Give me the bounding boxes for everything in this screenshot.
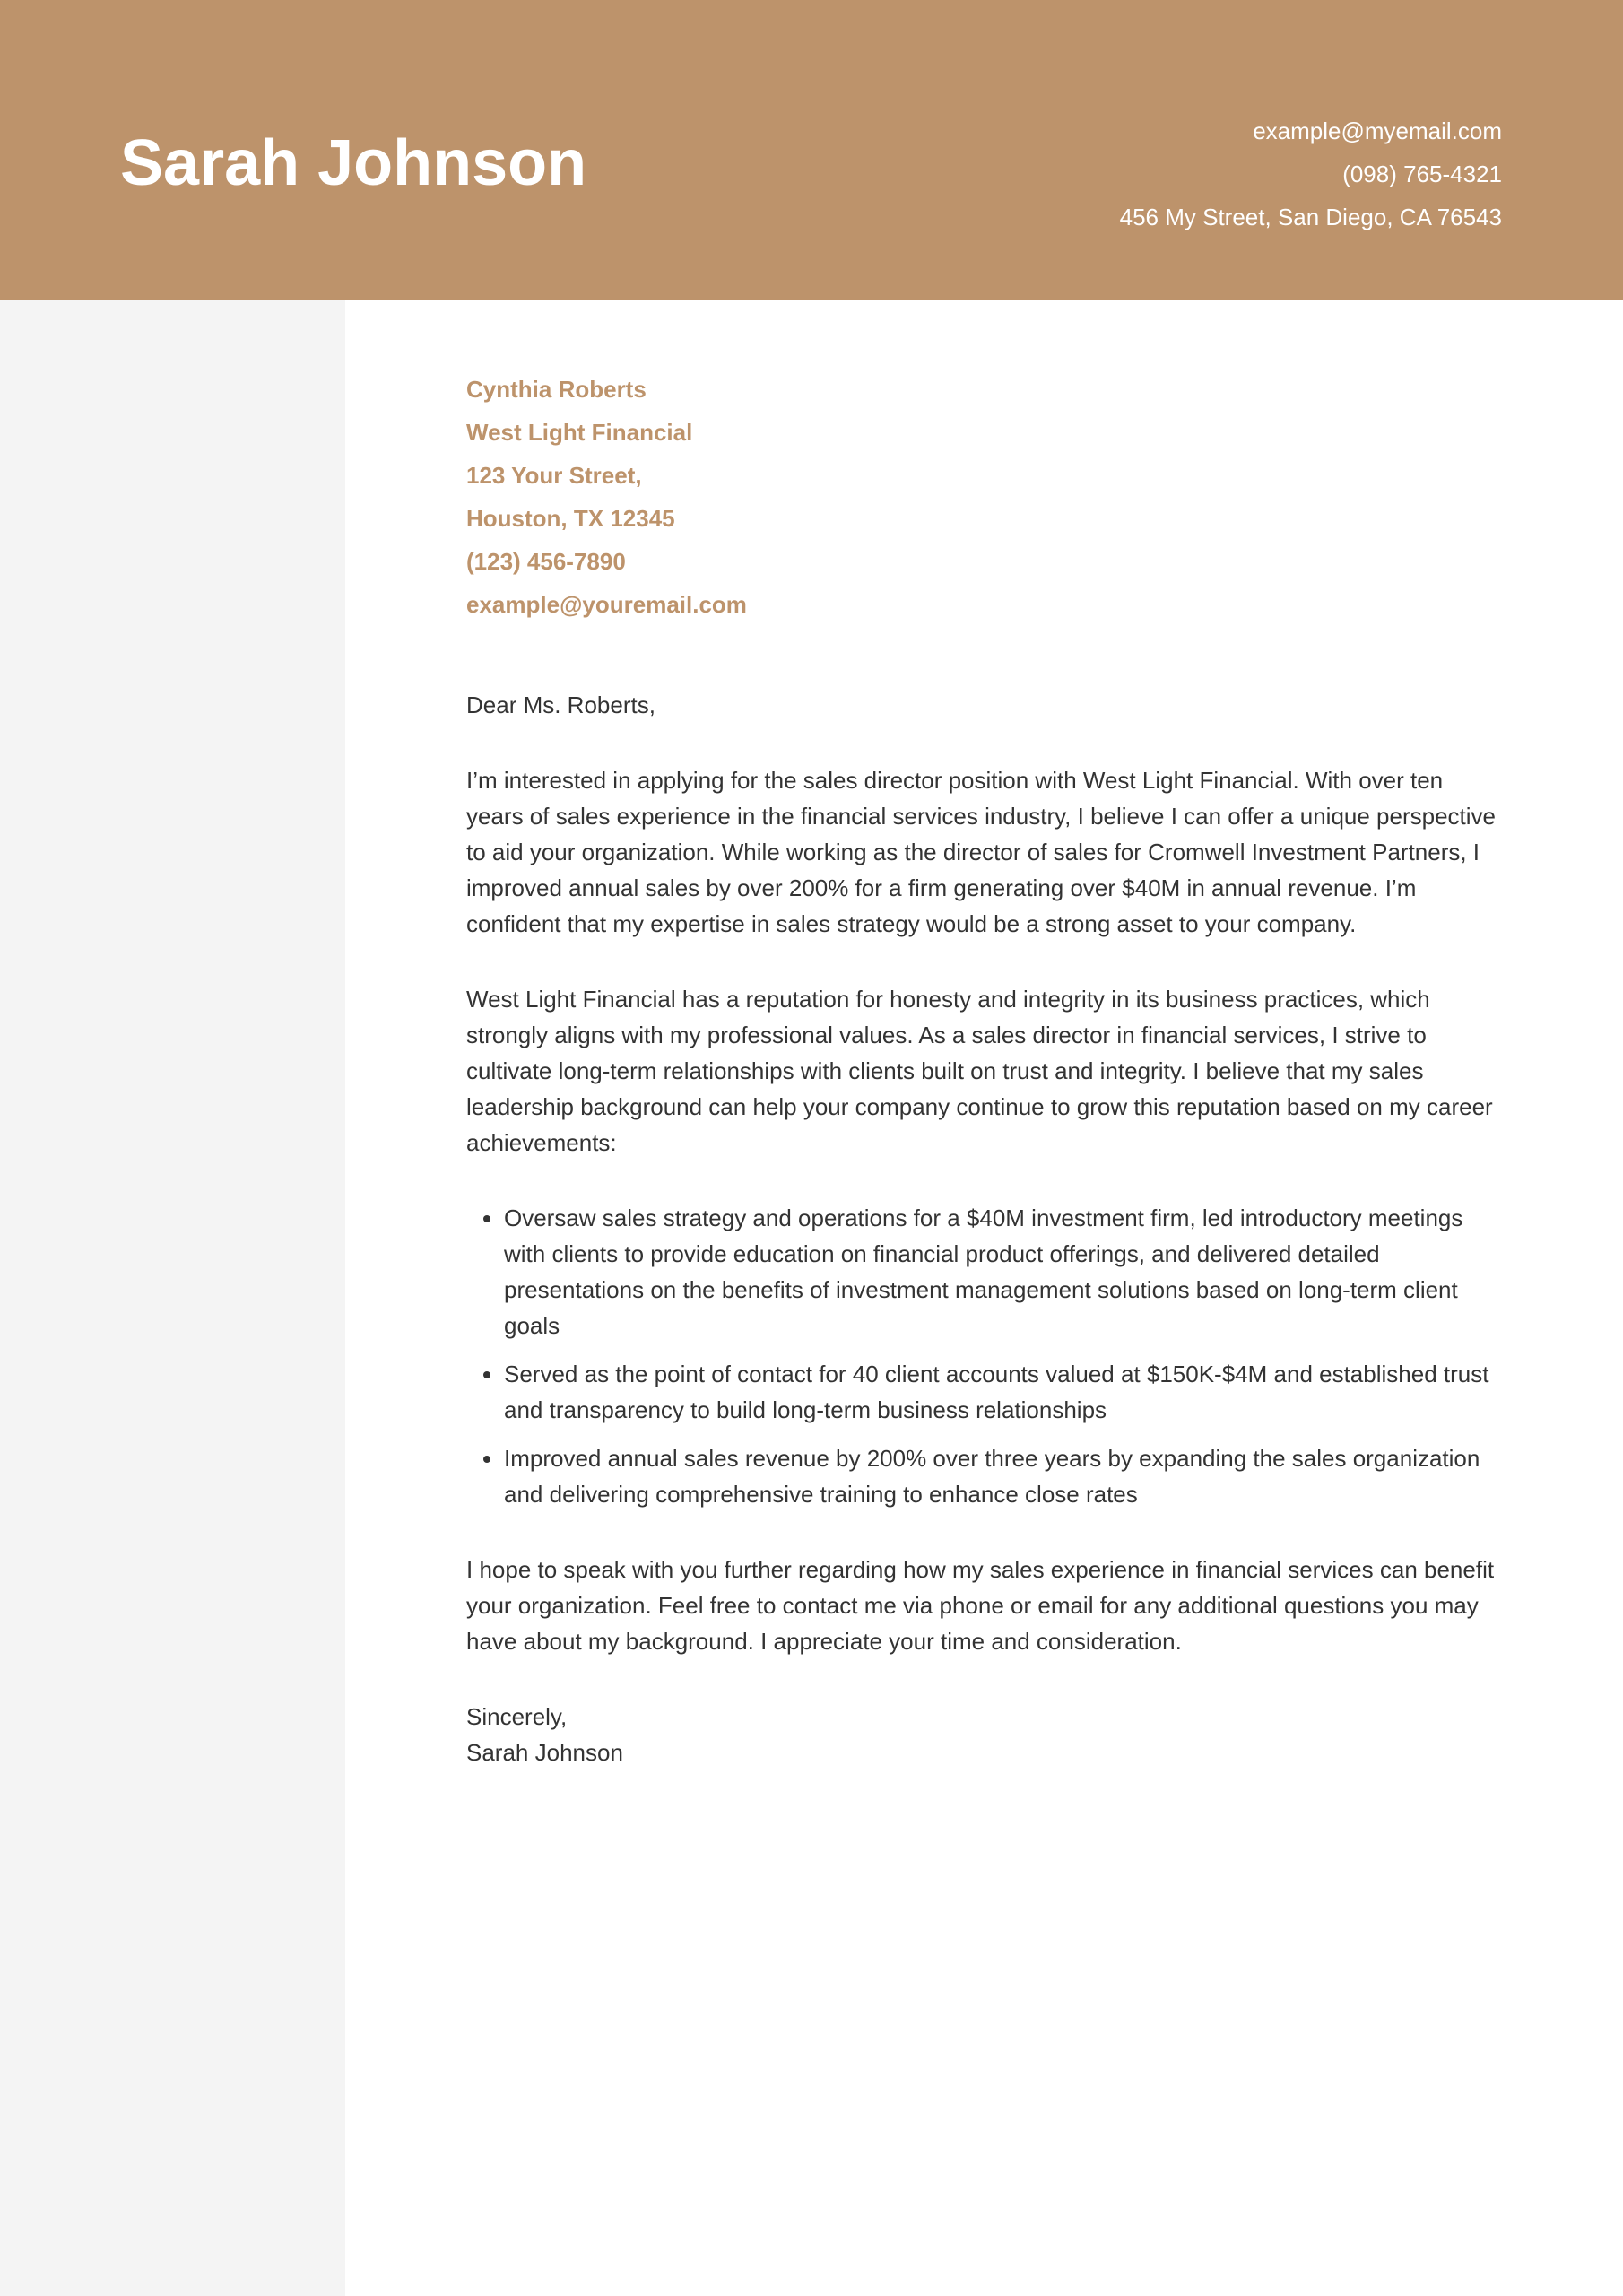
letter-body (466, 368, 1497, 1770)
list-item: • Improved annual sales revenue by 200% over three years by expanding the sales organization and delivering comprehensive training to enhance close rates (504, 1440, 1497, 1512)
sign-off (466, 1699, 1497, 1770)
signature-name: Sarah Johnson (466, 1739, 623, 1766)
paragraph-values: West Light Financial has a reputation for honesty and integrity in its business practices, which strongly aligns with my professional values. As a sales director in financial services, I strive to cultivate long-term relationships with clients built on trust and integrity. I believe that my sales leadership background can help your company continue to grow this reputation based on my career achievements: (466, 986, 1493, 1156)
sender-phone: (098) 765-4321 (1342, 161, 1502, 187)
salutation: Dear Ms. Roberts, (466, 691, 655, 718)
sender-contact (1120, 109, 1502, 239)
recipient-block (466, 368, 1497, 626)
closing-word: Sincerely, (466, 1703, 568, 1730)
sender-address: 456 My Street, San Diego, CA 76543 (1119, 204, 1502, 230)
recipient-company: West Light Financial (466, 419, 693, 446)
list-item: • Served as the point of contact for 40 client accounts valued at $150K-$4M and established trust and transparency to build long-term business relationships (504, 1356, 1497, 1428)
sidebar-panel (0, 300, 345, 2296)
paragraph-closing: I hope to speak with you further regarding how my sales experience in financial services can benefit your organization. Feel free to contact me via phone or email for any additional questions you may have about my background. I appreciate your time and consideration. (466, 1556, 1495, 1655)
recipient-city: Houston, TX 12345 (466, 505, 675, 532)
recipient-phone: (123) 456-7890 (466, 548, 626, 575)
recipient-email: example@youremail.com (466, 591, 747, 618)
list-item: • Oversaw sales strategy and operations for a $40M investment firm, led introductory meetings with clients to provide education on financial product offerings, and delivered detailed presentations on the benefits of investment management solutions based on long-term client goals (504, 1200, 1497, 1344)
paragraph-intro: I’m interested in applying for the sales director position with West Light Financial. With over ten years of sales experience in the financial services industry, I believe I can offer a unique perspective to aid your organization. While working as the director of sales for Cromwell Investment Partners, I improved annual sales by over 200% for a firm generating over $40M in annual revenue. I’m confident that my expertise in sales strategy would be a strong asset to your company. (466, 767, 1496, 937)
sender-email: example@myemail.com (1253, 117, 1502, 144)
recipient-street: 123 Your Street, (466, 462, 642, 489)
recipient-name: Cynthia Roberts (466, 376, 647, 403)
sender-name: Sarah Johnson (120, 127, 587, 199)
header-banner (0, 0, 1623, 300)
achievements-list (466, 1200, 1497, 1512)
